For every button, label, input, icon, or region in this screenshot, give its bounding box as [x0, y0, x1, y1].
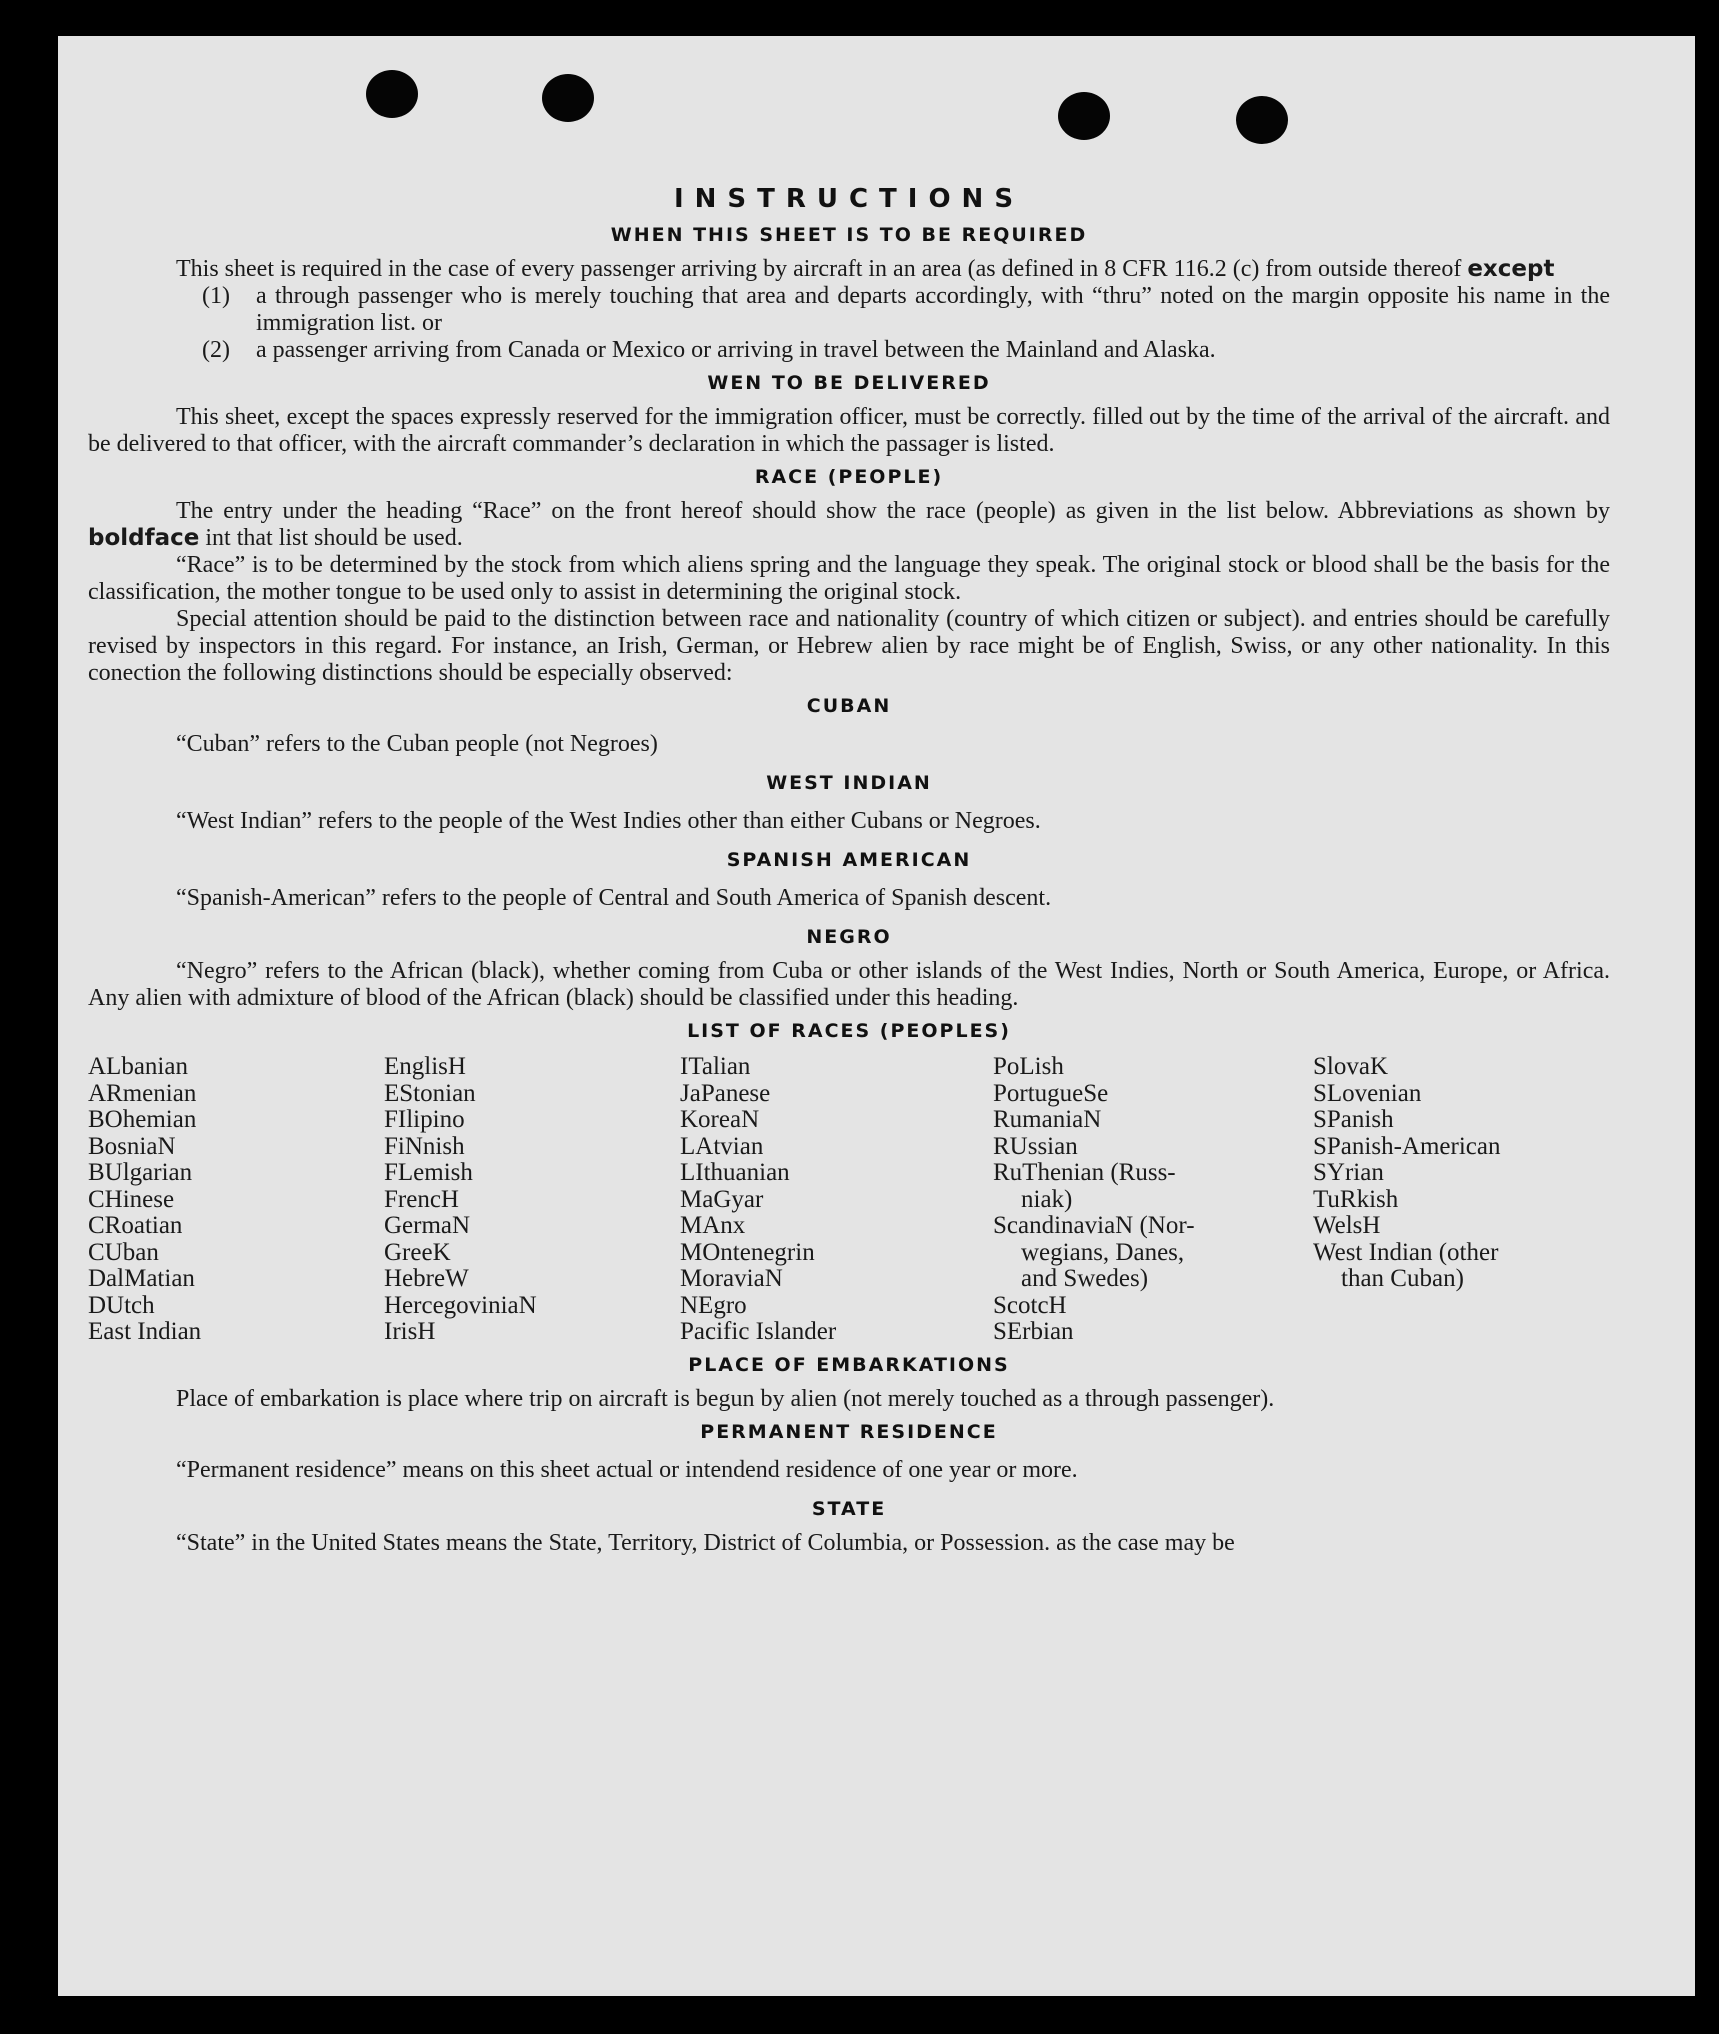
- punch-hole: [1236, 96, 1288, 144]
- paragraph-west-indian: “West Indian” refers to the people of the West Indies other than either Cubans or Negroes.: [176, 808, 1041, 834]
- heading-when-delivered: WEN TO BE DELIVERED: [707, 372, 991, 394]
- paragraph-state: “State” in the United States means the State, Territory, District of Columbia, or Possession. as the case may be: [176, 1529, 1235, 1556]
- race-entry: CUban: [88, 1238, 159, 1266]
- race-entry: IrisH: [384, 1318, 436, 1345]
- heading-when-required: WHEN THIS SHEET IS TO BE REQUIRED: [610, 224, 1088, 246]
- race-entry: SPanish: [1313, 1106, 1394, 1133]
- punch-hole: [1058, 92, 1110, 140]
- heading-negro: NEGRO: [806, 926, 892, 948]
- heading-spanish-american: SPANISH AMERICAN: [726, 849, 972, 871]
- item-number: (2): [202, 337, 230, 363]
- race-entry: than Cuban): [1341, 1265, 1464, 1292]
- paragraph-embarkation: Place of embarkation is place where trip on aircraft is begun by alien (not merely touched as a through passenger).: [176, 1385, 1275, 1412]
- race-entry: KoreaN: [680, 1106, 760, 1133]
- heading-list-of-races: LIST OF RACES (PEOPLES): [687, 1020, 1011, 1042]
- race-entry: EnglisH: [384, 1053, 466, 1080]
- item-number: (1): [202, 283, 230, 309]
- race-entry: DUtch: [88, 1291, 155, 1319]
- heading-embarkation: PLACE OF EMBARKATIONS: [688, 1353, 1010, 1376]
- races-column: [88, 1054, 384, 1346]
- race-entry: East Indian: [88, 1318, 202, 1345]
- paragraph-permanent-residence: “Permanent residence” means on this sheet actual or intendend residence of one year or more.: [176, 1456, 1078, 1483]
- race-entry: JaPanese: [680, 1079, 771, 1107]
- race-entry: MOntenegrin: [680, 1238, 815, 1266]
- race-entry: ScotcH: [993, 1291, 1067, 1319]
- race-entry: MAnx: [680, 1212, 746, 1239]
- paragraph-race-2: “Race” is to be determined by the stock from which aliens spring and the language they speak. The original stock or blood shall be the basis for the classification, the mother tongue to be used only to assist in determining the original stock.: [88, 552, 1610, 605]
- list-item: [202, 283, 1610, 337]
- paragraph-cuban: “Cuban” refers to the Cuban people (not Negroes): [176, 731, 658, 757]
- paragraph-when-delivered: This sheet, except the spaces expressly reserved for the immigration officer, must be correctly. filled out by the time of the arrival of the aircraft. and be delivered to that officer, with the aircraft commander’s declaration in which the passager is listed.: [88, 404, 1610, 457]
- race-entry: BosniaN: [88, 1132, 176, 1160]
- race-entry: BOhemian: [88, 1106, 197, 1133]
- race-entry: BUlgarian: [88, 1159, 193, 1186]
- paragraph-text: int that list should be used.: [205, 525, 463, 551]
- race-entry: niak): [1021, 1185, 1073, 1213]
- races-column: [680, 1054, 993, 1346]
- race-entry: SLovenian: [1313, 1079, 1422, 1107]
- races-column: [1313, 1054, 1610, 1346]
- heading-race: RACE (PEOPLE): [754, 466, 944, 488]
- race-entry: SPanish-American: [1313, 1132, 1501, 1160]
- race-entry: RuThenian (Russ-: [993, 1159, 1176, 1186]
- race-entry: FiNnish: [384, 1132, 465, 1160]
- race-entry: wegians, Danes,: [1021, 1238, 1185, 1266]
- race-entry: SlovaK: [1313, 1053, 1388, 1080]
- page-title: INSTRUCTIONS: [673, 184, 1025, 214]
- heading-cuban: CUBAN: [806, 695, 892, 717]
- heading-state: STATE: [811, 1497, 887, 1520]
- punch-hole: [366, 70, 418, 118]
- race-entry: MoraviaN: [680, 1265, 783, 1292]
- race-entry: ScandinaviaN (Nor-: [993, 1212, 1195, 1239]
- race-entry: SYrian: [1313, 1159, 1384, 1186]
- race-entry: West Indian (other: [1313, 1238, 1499, 1266]
- item-text: a passenger arriving from Canada or Mexico or arriving in travel between the Mainland and Alaska.: [256, 337, 1216, 363]
- race-entry: Pacific Islander: [680, 1318, 837, 1345]
- heading-permanent-residence: PERMANENT RESIDENCE: [700, 1420, 998, 1443]
- bold-except: except: [1467, 256, 1555, 282]
- race-entry: ITalian: [680, 1053, 751, 1080]
- heading-west-indian: WEST INDIAN: [766, 772, 932, 794]
- race-entry: FIlipino: [384, 1106, 465, 1133]
- race-entry: FLemish: [384, 1159, 473, 1186]
- races-column: [384, 1054, 680, 1346]
- race-entry: RUssian: [993, 1132, 1078, 1160]
- paragraph-race-3: Special attention should be paid to the distinction between race and nationality (country of which citizen or subject). and entries should be carefully revised by inspectors in this regard. For instance, an Irish, German, or Hebrew alien by race might be of English, Swiss, or any other nationality. In this conection the following distinctions should be especially observed:: [88, 606, 1610, 686]
- races-column: [993, 1054, 1313, 1346]
- paragraph-race-1: [88, 498, 1610, 552]
- paragraph-negro: “Negro” refers to the African (black), whether coming from Cuba or other islands of the West Indies, North or South America, Europe, or Africa. Any alien with admixture of blood of the African (black) should be classified under this heading.: [88, 958, 1610, 1011]
- race-entry: CRoatian: [88, 1212, 183, 1239]
- list-item: [202, 337, 1610, 364]
- races-list: [88, 1054, 1610, 1346]
- paragraph-when-required: [88, 256, 1610, 283]
- race-entry: SErbian: [993, 1318, 1074, 1345]
- race-entry: MaGyar: [680, 1185, 764, 1213]
- race-entry: DalMatian: [88, 1265, 195, 1292]
- document-sheet: [58, 36, 1695, 1996]
- race-entry: PortugueSe: [993, 1079, 1109, 1107]
- race-entry: and Swedes): [1021, 1265, 1149, 1292]
- race-entry: NEgro: [680, 1291, 747, 1319]
- race-entry: WelsH: [1313, 1212, 1381, 1239]
- instructions-content: [88, 176, 1610, 1557]
- race-entry: ARmenian: [88, 1079, 197, 1107]
- race-entry: FrencH: [384, 1185, 459, 1213]
- race-entry: TuRkish: [1313, 1185, 1399, 1213]
- race-entry: PoLish: [993, 1053, 1064, 1080]
- race-entry: GreeK: [384, 1238, 451, 1266]
- race-entry: GermaN: [384, 1212, 471, 1239]
- race-entry: LAtvian: [680, 1132, 764, 1160]
- paragraph-spanish-american: “Spanish-American” refers to the people of Central and South America of Spanish descent.: [176, 885, 1052, 911]
- race-entry: HebreW: [384, 1265, 469, 1292]
- punch-hole: [542, 74, 594, 122]
- race-entry: EStonian: [384, 1079, 476, 1107]
- paragraph-text: This sheet is required in the case of every passenger arriving by aircraft in an area (as defined in 8 CFR 116.2 (c) from outside thereof: [176, 256, 1462, 282]
- race-entry: ALbanian: [88, 1053, 188, 1080]
- race-entry: HercegoviniaN: [384, 1291, 537, 1319]
- race-entry: CHinese: [88, 1185, 175, 1213]
- paragraph-text: The entry under the heading “Race” on the front hereof should show the race (people) as given in the list below. Abbreviations as shown by: [176, 498, 1610, 524]
- race-entry: LIthuanian: [680, 1159, 790, 1186]
- race-entry: RumaniaN: [993, 1106, 1102, 1133]
- bold-boldface: boldface: [88, 525, 200, 551]
- item-text: a through passenger who is merely touching that area and departs accordingly, with “thru” noted on the margin opposite his name in the immigration list. or: [256, 283, 1610, 336]
